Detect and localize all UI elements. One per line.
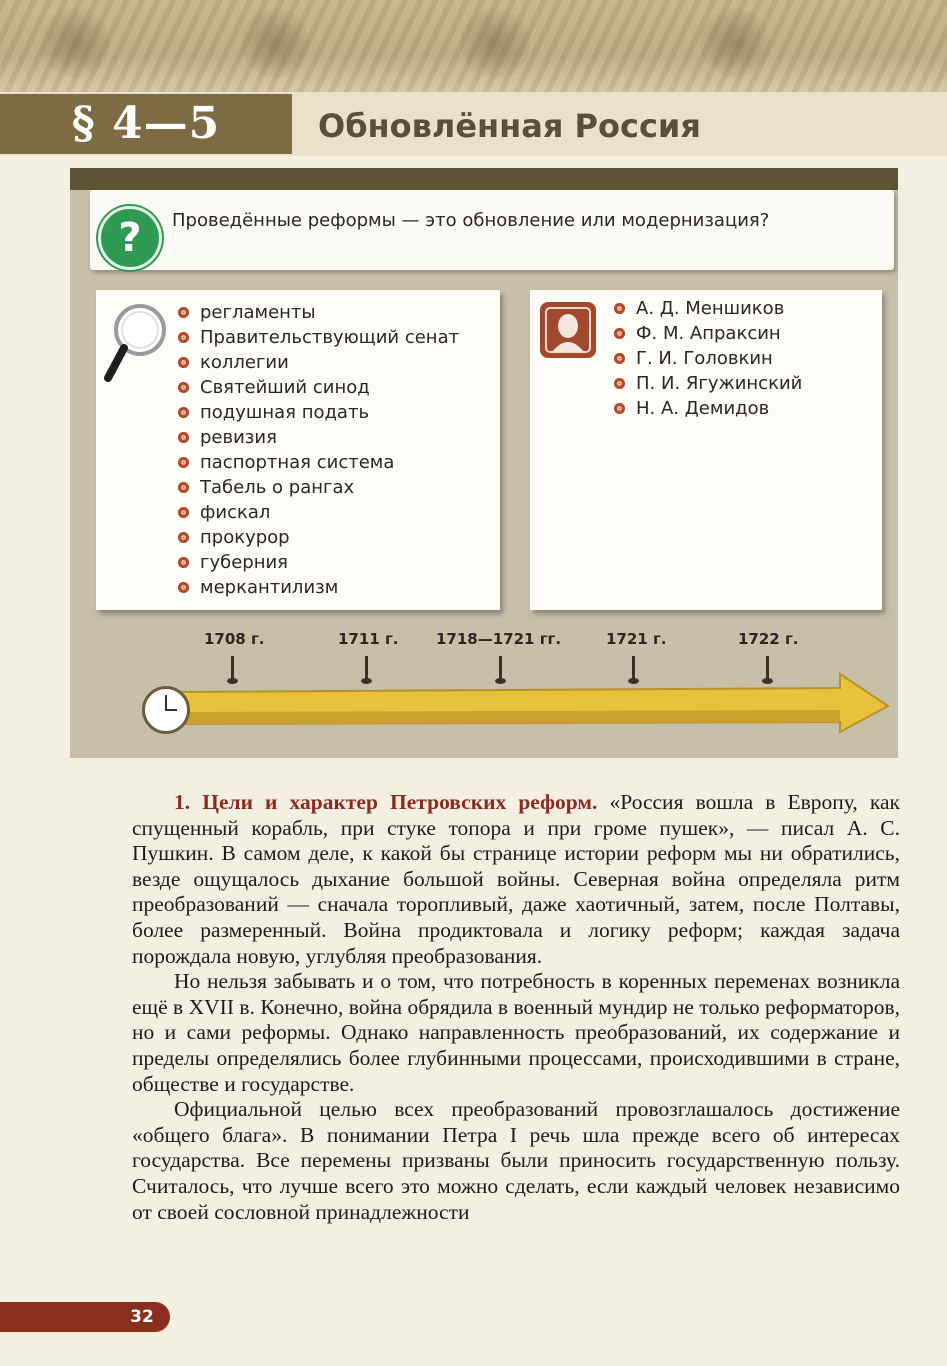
term-item: ревизия [176,425,459,450]
timeline-year: 1721 г. [606,630,667,648]
term-item: губерния [176,550,459,575]
term-item: фискал [176,500,459,525]
magnifier-icon [104,300,182,390]
timeline-arrow [150,672,890,738]
term-item: меркантилизм [176,575,459,600]
key-persons-list [612,296,802,421]
timeline-year: 1718—1721 гг. [436,630,562,648]
timeline-year: 1711 г. [338,630,399,648]
person-item: А. Д. Меншиков [612,296,802,321]
question-text: Проведённые реформы — это обновление или модернизация? [172,210,770,231]
timeline-year: 1708 г. [204,630,265,648]
ornament-decoration [460,8,530,78]
person-item: Н. А. Демидов [612,396,802,421]
header-illustration [0,0,947,92]
timeline-year: 1722 г. [738,630,799,648]
term-item: паспортная система [176,450,459,475]
person-item: Ф. М. Апраксин [612,321,802,346]
term-item: подушная подать [176,400,459,425]
person-item: П. И. Ягужинский [612,371,802,396]
term-item: коллегии [176,350,459,375]
term-item: регламенты [176,300,459,325]
person-item: Г. И. Головкин [612,346,802,371]
paragraph [132,790,900,969]
person-silhouette-icon [540,302,596,358]
paragraph-text: «Россия вошла в Европу, как спущенный корабль, при стуке топора и при громе пушек», — писал А. С. Пушкин. В самом деле, к какой бы странице истории реформ мы ни обратились, везде ощущалось дыхание большой войны. Северная война определяла ритм преобразований — сначала торопливый, даже хаотичный, затем, после Полтавы, более размеренный. Война продиктовала и логику реформ; каждая задача порождала новую, углубляя преобразования. [132,790,900,968]
term-item: Правительствующий сенат [176,325,459,350]
key-terms-list [176,300,459,600]
clock-icon [142,686,190,734]
term-item: Святейший синод [176,375,459,400]
paragraph-heading: 1. Цели и характер Петровских реформ. [174,790,598,814]
ornament-decoration [700,8,770,78]
question-mark-icon: ? [98,206,162,270]
page-number: 32 [130,1307,154,1327]
paragraph: Но нельзя забывать и о том, что потребность в коренных переменах возникла ещё в XVII в. Конечно, война обрядила в военный мундир не только реформаторов, но и сами реформы. Однако направленность преобразований, их содержание и пределы определялись более глубинными процессами, происходившими в стране, обществе и государстве. [132,969,900,1096]
term-item: прокурор [176,525,459,550]
section-number: § 4—5 [0,94,292,154]
section-title: Обновлённая Россия [318,107,701,145]
body-text [132,790,900,1225]
term-item: Табель о рангах [176,475,459,500]
paragraph: Официальной целью всех преобразований провозглашалось достижение «общего блага». В понимании Петра I речь шла прежде всего об интересах государства. Все перемены призваны были приносить государственную пользу. Считалось, что лучше всего это можно сделать, если каждый человек независимо от своей сословной принадлежности [132,1097,900,1224]
ornament-decoration [40,8,110,78]
ornament-decoration [240,8,310,78]
